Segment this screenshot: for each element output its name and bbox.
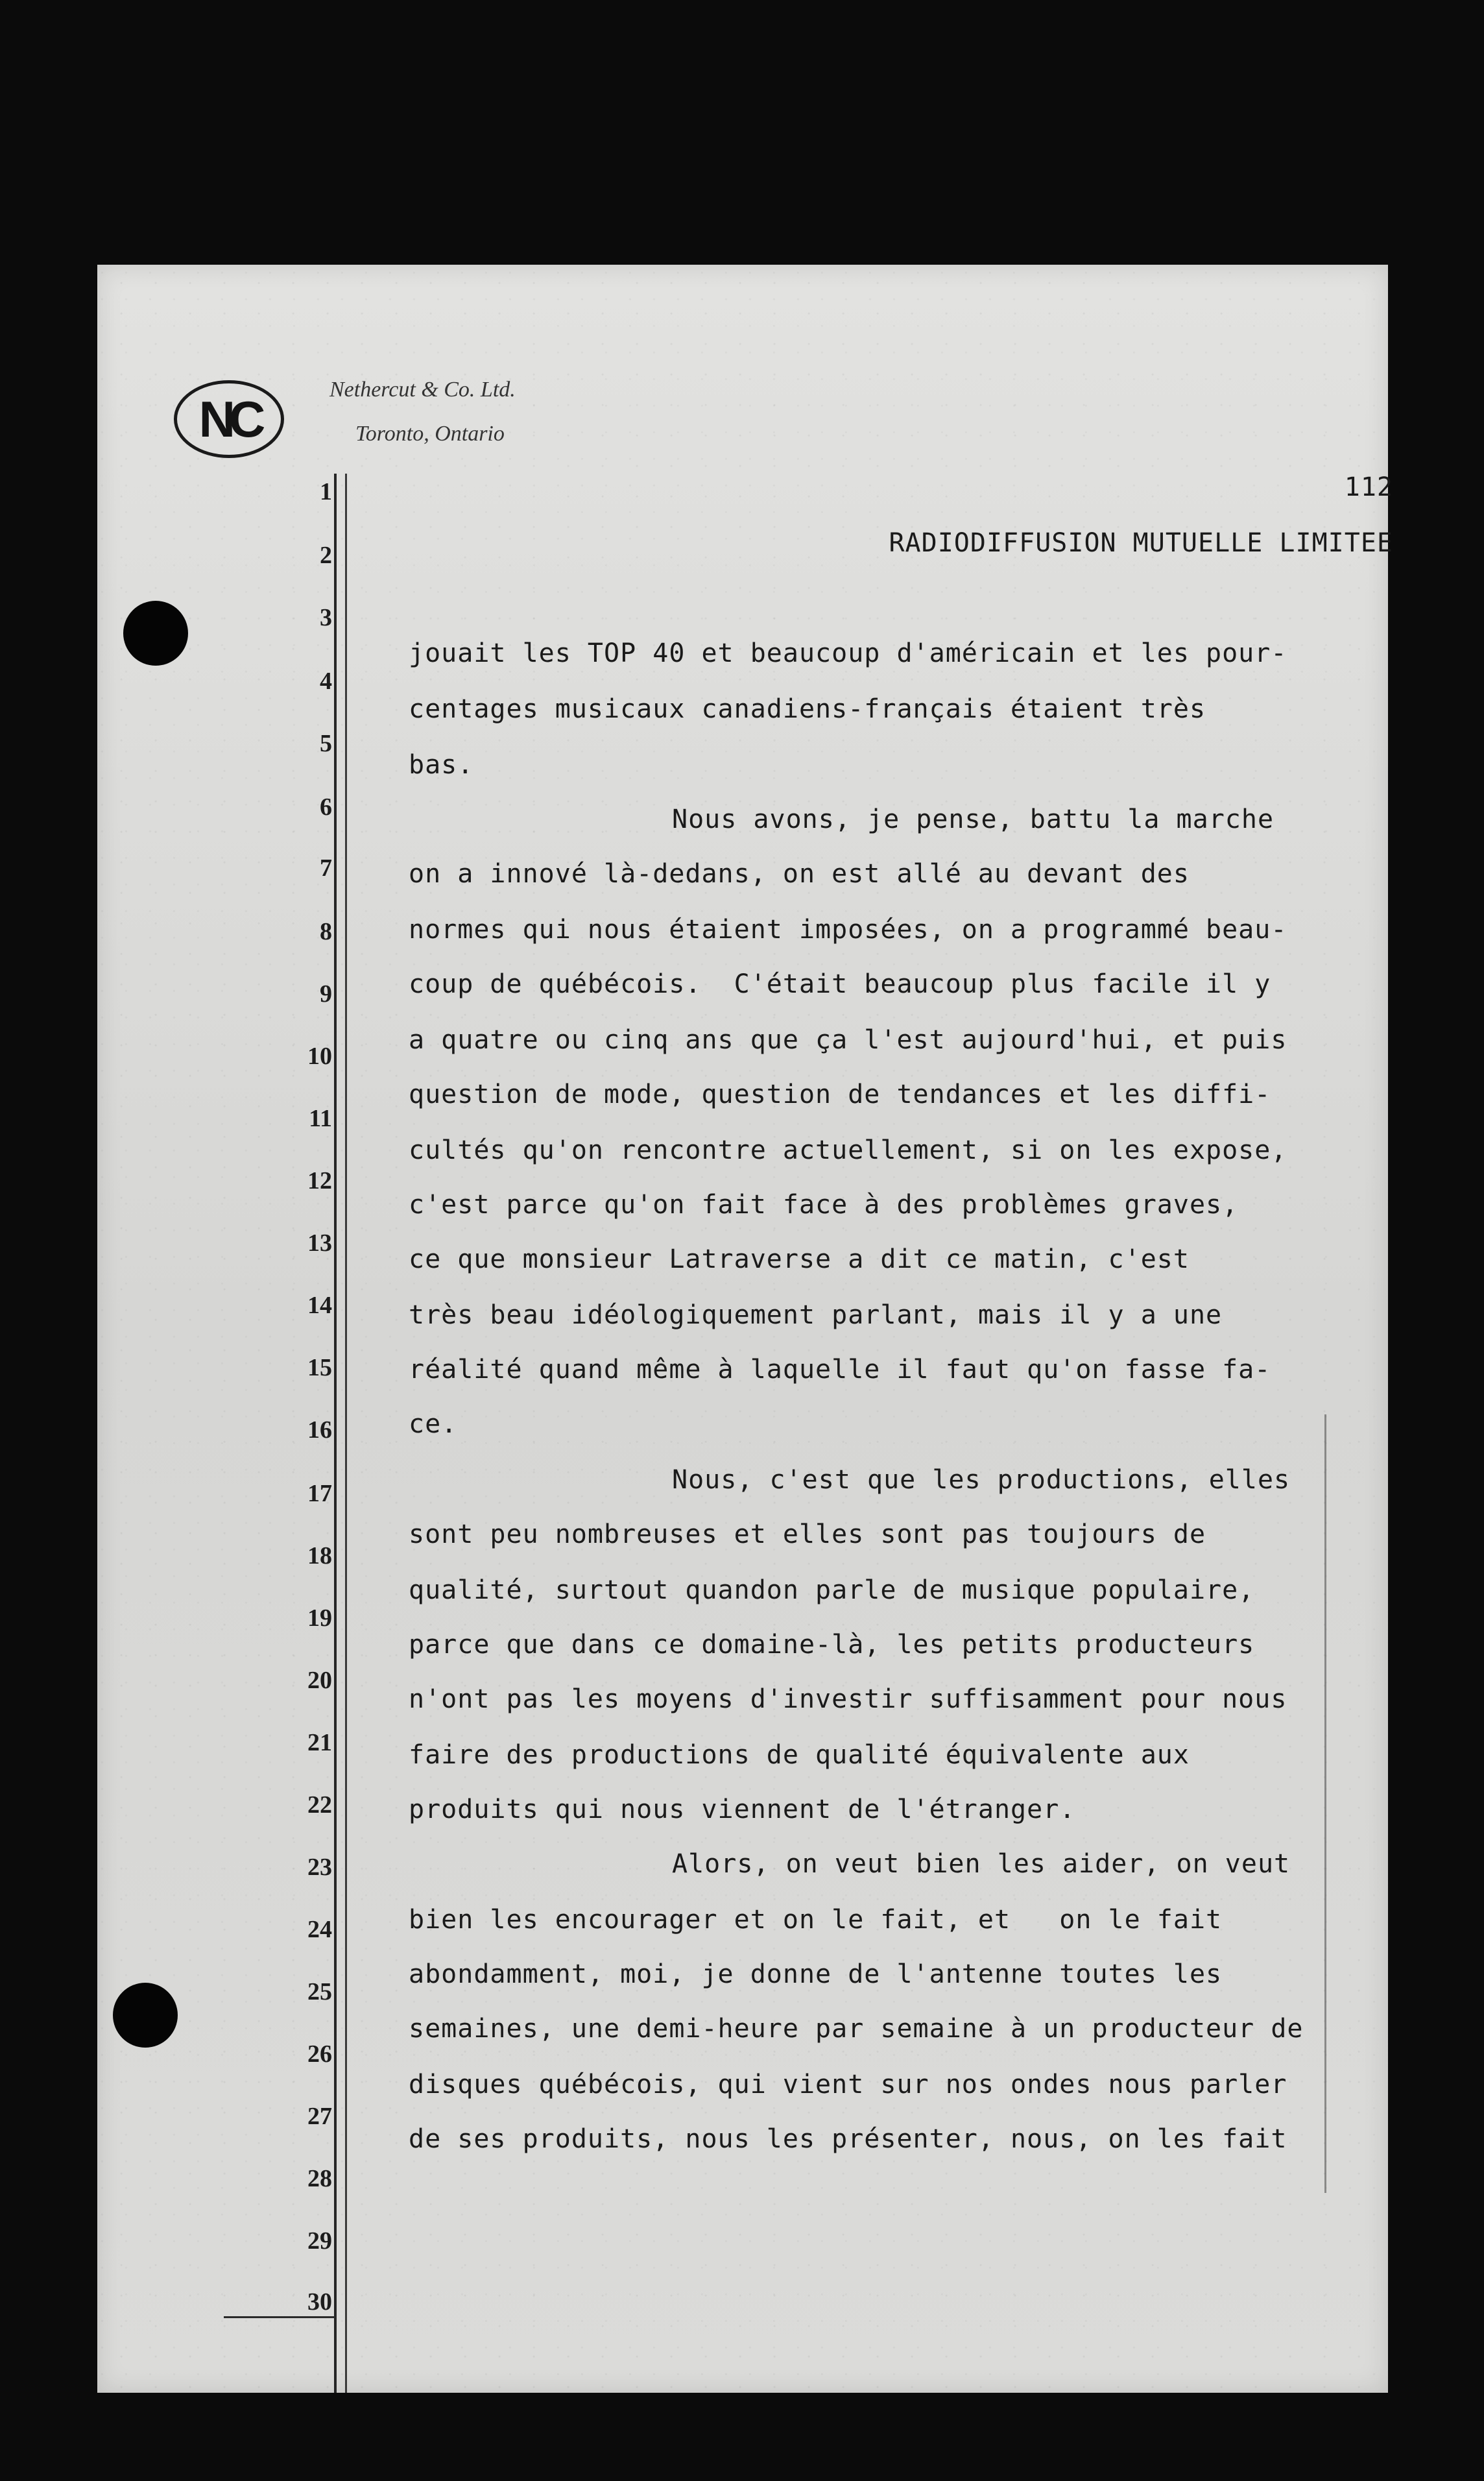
transcript-line: bas. <box>409 750 474 780</box>
line-number: 7 <box>320 854 332 882</box>
transcript-line: normes qui nous étaient imposées, on a programmé beau- <box>409 915 1287 945</box>
transcript-line: Alors, on veut bien les aider, on veut <box>672 1849 1291 1879</box>
transcript-line: semaines, une demi-heure par semaine à un producteur de <box>409 2014 1304 2044</box>
line-number: 5 <box>320 730 332 757</box>
line-number: 14 <box>307 1292 332 1319</box>
line-number: 19 <box>307 1604 332 1632</box>
line-number: 27 <box>307 2103 332 2130</box>
line-number: 30 <box>307 2288 332 2316</box>
line-number: 4 <box>320 668 332 695</box>
line-number: 13 <box>307 1229 332 1257</box>
firm-city: Toronto, Ontario <box>355 422 505 446</box>
transcript-line: cultés qu'on rencontre actuellement, si on les expose, <box>409 1135 1287 1165</box>
line-number: 25 <box>307 1978 332 2005</box>
transcript-line: sont peu nombreuses et elles sont pas toujours de <box>409 1519 1206 1549</box>
transcript-line: très beau idéologiquement parlant, mais il y a une <box>409 1300 1223 1330</box>
line-number: 21 <box>307 1729 332 1756</box>
line-number: 12 <box>307 1167 332 1194</box>
line-number: 6 <box>320 793 332 821</box>
transcript-line: disques québécois, qui vient sur nos ondes nous parler <box>409 2070 1287 2100</box>
reporter-logo: NC <box>174 380 284 458</box>
line-number: 16 <box>307 1416 332 1444</box>
page-number: 112 <box>1344 472 1393 502</box>
firm-name: Nethercut & Co. Ltd. <box>329 378 516 402</box>
transcript-line: abondamment, moi, je donne de l'antenne toutes les <box>409 1959 1223 1989</box>
line-number: 23 <box>307 1854 332 1881</box>
line-number: 18 <box>307 1542 332 1569</box>
transcript-line: question de mode, question de tendances et les diffi- <box>409 1080 1271 1109</box>
transcript-line: Nous avons, je pense, battu la marche <box>672 805 1275 834</box>
transcript-line: de ses produits, nous les présenter, nous, on les fait <box>409 2124 1287 2154</box>
bottom-rule <box>224 2316 335 2318</box>
company-header: RADIODIFFUSION MUTUELLE LIMITEE <box>889 528 1393 558</box>
margin-rule-inner <box>345 474 347 2393</box>
binder-hole-bottom <box>113 1983 178 2048</box>
line-number: 26 <box>307 2040 332 2068</box>
transcript-line: c'est parce qu'on fait face à des problèmes graves, <box>409 1190 1239 1220</box>
transcript-line: qualité, surtout quandon parle de musique populaire, <box>409 1575 1255 1605</box>
line-number: 29 <box>307 2227 332 2255</box>
transcript-line: n'ont pas les moyens d'investir suffisamment pour nous <box>409 1684 1287 1714</box>
line-number: 24 <box>307 1916 332 1943</box>
margin-rule <box>334 474 337 2393</box>
transcript-line: bien les encourager et on le fait, et on le fait <box>409 1905 1223 1935</box>
transcript-line: produits qui nous viennent de l'étranger. <box>409 1795 1076 1824</box>
binder-hole-top <box>123 601 188 666</box>
transcript-line: jouait les TOP 40 et beaucoup d'américain et les pour- <box>409 638 1287 668</box>
line-number: 11 <box>309 1105 332 1132</box>
line-number: 20 <box>307 1667 332 1694</box>
line-number: 3 <box>320 604 332 631</box>
transcript-line: coup de québécois. C'était beaucoup plus facile il y <box>409 969 1271 999</box>
right-margin-mark <box>1324 1414 1326 2193</box>
transcript-line: a quatre ou cinq ans que ça l'est aujourd'hui, et puis <box>409 1025 1287 1055</box>
line-number: 17 <box>307 1480 332 1507</box>
line-number: 1 <box>320 478 332 505</box>
transcript-line: ce que monsieur Latraverse a dit ce matin, c'est <box>409 1244 1190 1274</box>
line-number: 15 <box>307 1354 332 1381</box>
transcript-line: on a innové là-dedans, on est allé au devant des <box>409 859 1190 889</box>
line-number: 28 <box>307 2165 332 2192</box>
transcript-line: Nous, c'est que les productions, elles <box>672 1465 1291 1495</box>
transcript-line: ce. <box>409 1409 458 1439</box>
transcript-line: réalité quand même à laquelle il faut qu'on fasse fa- <box>409 1355 1271 1385</box>
line-number: 9 <box>320 980 332 1008</box>
transcript-line: parce que dans ce domaine-là, les petits producteurs <box>409 1630 1255 1660</box>
line-number: 10 <box>307 1043 332 1070</box>
transcript-line: centages musicaux canadiens-français étaient très <box>409 694 1206 724</box>
line-number: 8 <box>320 918 332 945</box>
transcript-line: faire des productions de qualité équivalente aux <box>409 1740 1190 1770</box>
line-number: 22 <box>307 1791 332 1819</box>
line-number: 2 <box>320 542 332 569</box>
